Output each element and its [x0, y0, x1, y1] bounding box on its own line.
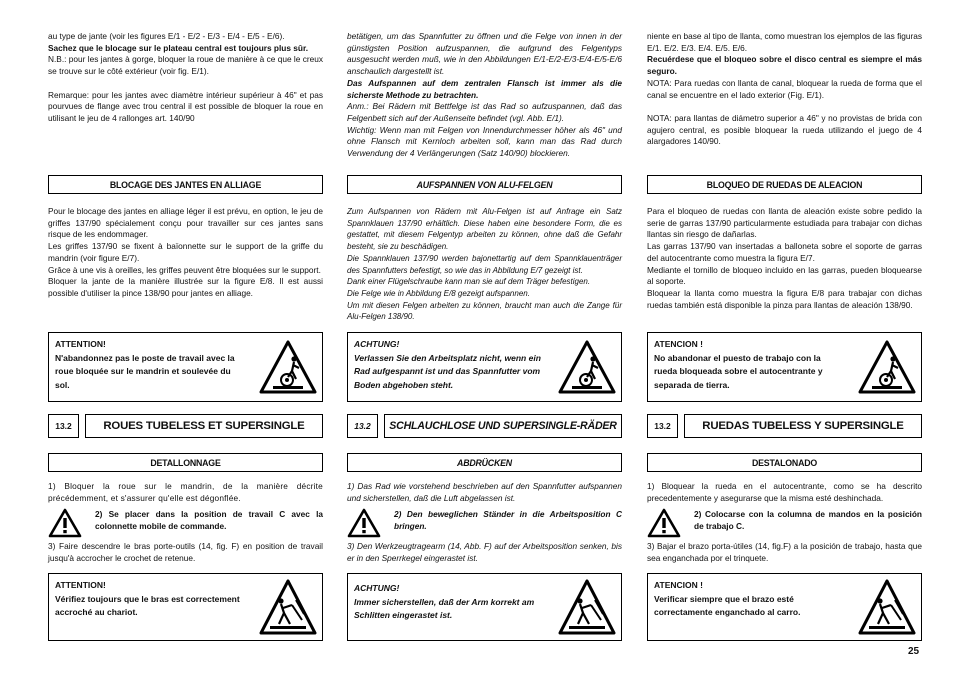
step-3: 3) Bajar el brazo porta-útiles (14, fig.F) a la posición de trabajo, hasta que sea enganchada por el trinquete. [647, 541, 922, 563]
section-title: RUEDAS TUBELESS Y SUPERSINGLE [684, 414, 922, 438]
warning-person-tool-icon [258, 578, 318, 636]
warning-person-tool-icon [557, 578, 617, 636]
caution-step-2: 2) Se placer dans la position de travail C avec la colonnette mobile de commande. [48, 508, 323, 538]
caution-exclamation-icon [48, 508, 82, 538]
step-1: 1) Das Rad wie vorstehend beschrieben auf den Spannfutter aufspannen und sicherstellen, daß die Luft abgelassen ist. [347, 481, 622, 503]
caution-step-2: 2) Colocarse con la columna de mandos en la posición de trabajo C. [647, 508, 922, 538]
section-title: SCHLAUCHLOSE UND SUPERSINGLE-RÄDER [384, 414, 622, 438]
caution-step-2: 2) Den beweglichen Ständer in die Arbeitsposition C bringen. [347, 508, 622, 538]
section-13-2 [347, 414, 622, 438]
intro-text: betätigen, um das Spannfutter zu öffnen und die Felge von innen in der günstigsten Position aufzuspannen, die aufgrund des Felgentyps ausgesucht werden muß, wie in den Abbildungen E/1-E/2-E/3-E/4-E/5-E/6 anschaulich dargestellt ist. Das Aufspannen auf dem zentralen Flansch ist immer als die sicherste Methode zu betrachten. Anm.: Bei Rädern mit Bettfelge ist das Rad so aufzuspannen, daß das Felgenbett sich auf der Außenseite befindet (vgl. Abb. E/1). Wichtig: Wenn man mit Felgen von Innendurchmesser höher als 46" und ohne Flansch mit Kernloch arbeiten soll, kann man das Rad durch Verwendung der 4 Verlängerungen (Satz 140/90) blockieren. [347, 31, 622, 159]
warning-person-wheel-icon [557, 339, 617, 395]
warning-box-wheel: ACHTUNG! Verlassen Sie den Arbeitsplatz nicht, wenn ein Rad aufgespannt ist und das Spannfutter vom Boden abgehoben steht. [347, 332, 622, 402]
section-title: ROUES TUBELESS ET SUPERSINGLE [85, 414, 323, 438]
alloy-text: Para el bloqueo de ruedas con llanta de aleación existe sobre pedido la serie de garras 137/90 particularmente estudiada para trabajar con dichas llantas sin riesgo de dañarlas. Las garras 137/90 van insertadas a balloneta sobre el soporte de garras del autocentrante como muestra la figura E/7. Mediante el tornillo de bloqueo incluido en las garras, pueden bloquearse al soporte. Bloquear la llanta como muestra la figura E/8 para trabajar con dichas ruedas también está disponible la pinza para llantas de aleación 138/90. [647, 206, 922, 310]
step-1: 1) Bloquear la rueda en el autocentrante, como se ha descrito precedentemente y asegurarse que la misma esté deshinchada. [647, 481, 922, 503]
alloy-header: AUFSPANNEN VON ALU-FELGEN [347, 175, 622, 194]
warning-box-arm: ATENCION ! Verificar siempre que el brazo esté correctamente enganchado al carro. [647, 573, 922, 641]
warning-box-wheel: ATTENTION! N'abandonnez pas le poste de travail avec la roue bloquée sur le mandrin et soulevée du sol. [48, 332, 323, 402]
warning-box-arm: ATTENTION! Vérifiez toujours que le bras est correctement accroché au chariot. [48, 573, 323, 641]
alloy-text: Pour le blocage des jantes en alliage léger il est prévu, en option, le jeu de griffes 137/90 spécialement conçu pour travailler sur ces jantes sans risque de les endommager. Les griffes 137/90 se fixent à baïonnette sur le support de la griffe du mandrin (voir figure E/7). Grâce à une vis à oreilles, les griffes peuvent être bloquées sur le support. Bloquer la jante de la manière illustrée sur la figure E/8. Il est aussi possible d'utiliser la pince 138/90 pour jantes en alliage. [48, 206, 323, 298]
step-3: 3) Den Werkzeugtragearm (14, Abb. F) auf der Arbeitsposition senken, bis er in den Sperrkegel eingerastet ist. [347, 541, 622, 563]
warning-person-wheel-icon [857, 339, 917, 395]
caution-exclamation-icon [347, 508, 381, 538]
alloy-text: Zum Aufspannen von Rädern mit Alu-Felgen ist auf Anfrage ein Satz Spannklauen 137/90 erhältlich. Diese haben eine besondere Form, die es gestattet, mit diesem Felgentyp arbeiten zu können, ohne daß die Gefahr besteht, sie zu beschädigen. Die Spannklauen 137/90 werden bajonettartig auf dem Spannklauenträger des Spannfutters befestigt, so wie das in Abbildung E/7 gezeigt ist. Dank einer Flügelschraube kann man sie auf dem Träger befestigen. Die Felge wie in Abbildung E/8 gezeigt aufspannen. Um mit diesen Felgen arbeiten zu können, braucht man auch die Zange für Alu-Felgen 138/90. [347, 207, 622, 322]
section-13-2 [48, 414, 323, 438]
subsection-header: DESTALONADO [647, 453, 922, 472]
warning-person-wheel-icon [258, 339, 318, 395]
alloy-header: BLOCAGE DES JANTES EN ALLIAGE [48, 175, 323, 194]
warning-box-arm: ACHTUNG! Immer sicherstellen, daß der Arm korrekt am Schlitten eingerastet ist. [347, 573, 622, 641]
caution-exclamation-icon [647, 508, 681, 538]
page-number: 25 [908, 646, 920, 657]
subsection-header: DETALLONNAGE [48, 453, 323, 472]
section-number: 13.2 [647, 414, 678, 438]
step-1: 1) Bloquer la roue sur le mandrin, de la manière décrite précédemment, et s'assurer qu'elle est dégonflée. [48, 481, 323, 503]
section-13-2 [647, 414, 922, 438]
intro-text: niente en base al tipo de llanta, como muestran los ejemplos de las figuras E/1. E/2. E/3. E/4. E/5. E/6. Recuérdese que el bloqueo sobre el disco central es siempre el más seguro. NOTA: Para ruedas con llanta de canal, bloquear la rueda de forma que el canal se encuentre en el lado exterior (Fig. E/1). NOTA: para llantas de diámetro superior a 46" y no provistas de brida con agujero central, es posible bloquear la rueda utilizando el juego de 4 alargadores 140/90. [647, 31, 922, 147]
warning-box-wheel: ATENCION ! No abandonar el puesto de trabajo con la rueda bloqueada sobre el autocentrante y separada de tierra. [647, 332, 922, 402]
warning-person-tool-icon [857, 578, 917, 636]
section-number: 13.2 [48, 414, 79, 438]
step-3: 3) Faire descendre le bras porte-outils (14, fig. F) en position de travail jusqu'à accrocher le crochet de retenue. [48, 541, 323, 563]
intro-text: au type de jante (voir les figures E/1 - E/2 - E/3 - E/4 - E/5 - E/6). Sachez que le blocage sur le plateau central est toujours plus sûr. N.B.: pour les jantes à gorge, bloquer la roue de manière à ce que le creux se trouve sur le côté extérieur (voir fig. E/1). Remarque: pour les jantes avec diamètre intérieur supérieur à 46" et pas pourvues de flange avec trou central il est possible de bloquer la roue en utilisant le jeu de 4 rallonges art. 140/90 [48, 31, 323, 123]
section-number: 13.2 [347, 414, 378, 438]
alloy-header: BLOQUEO DE RUEDAS DE ALEACION [647, 175, 922, 194]
subsection-header: ABDRÜCKEN [347, 453, 622, 472]
